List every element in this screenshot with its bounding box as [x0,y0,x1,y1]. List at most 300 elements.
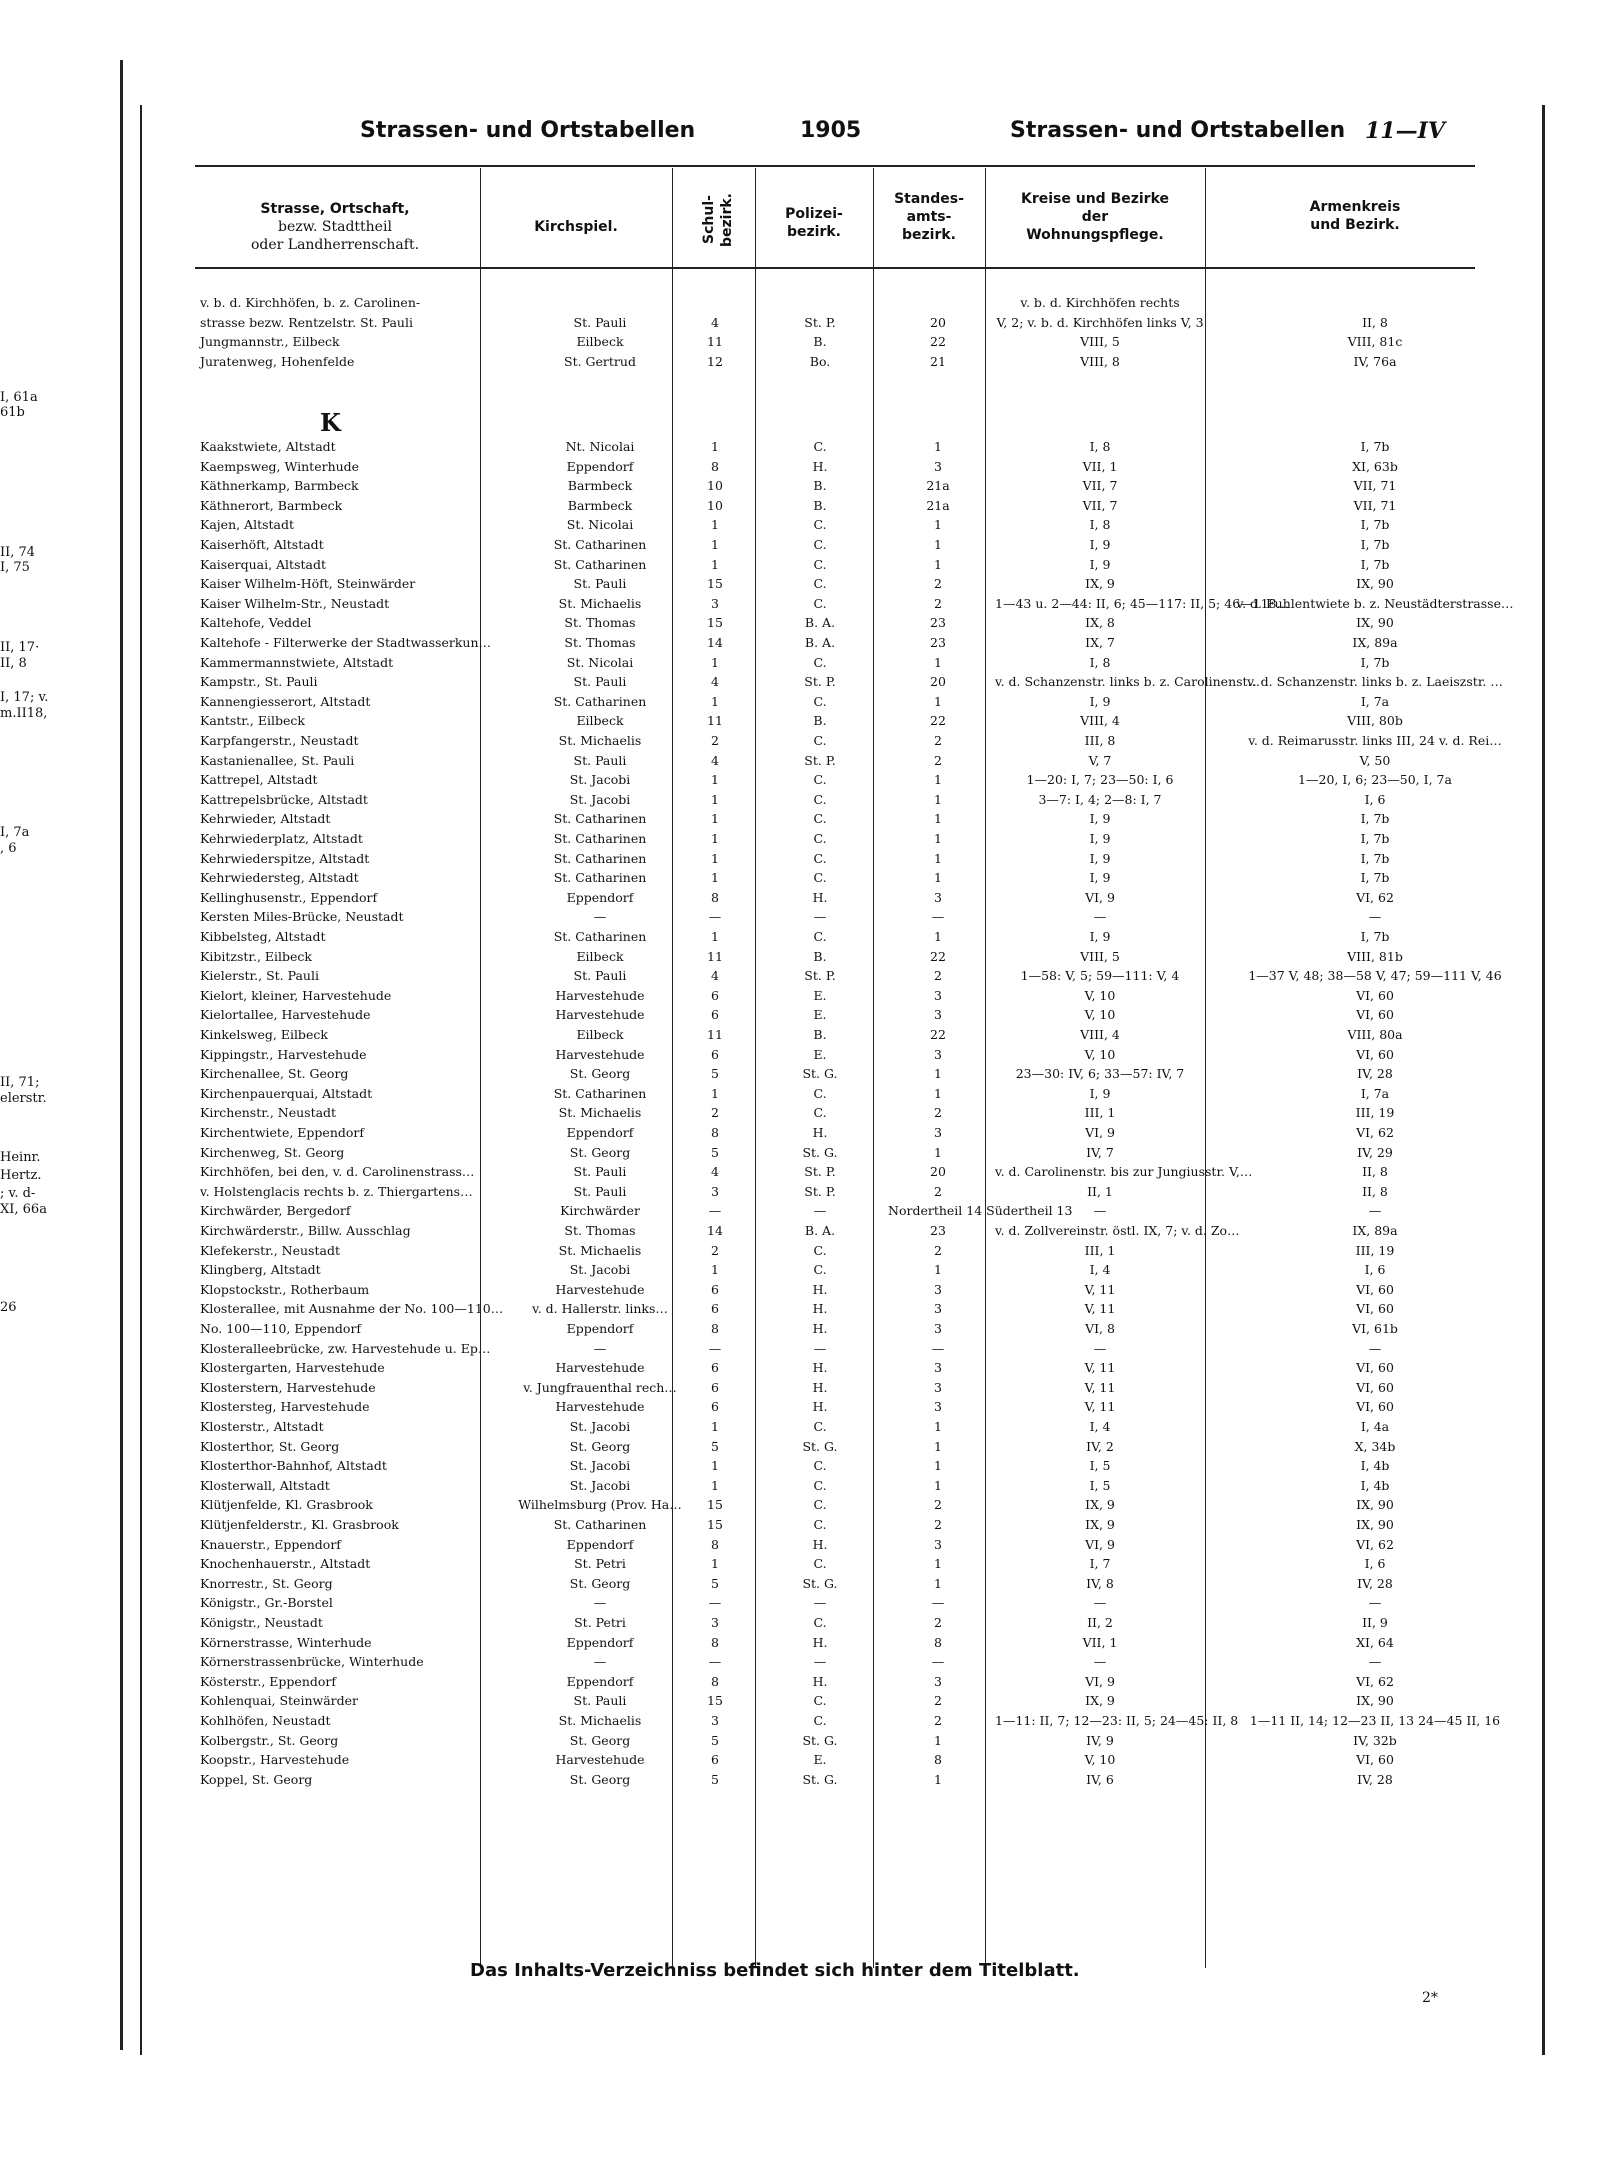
polizeibezirk: St. G. [802,1144,838,1160]
polizeibezirk: C. [813,1262,827,1278]
table-row [0,1224,1600,1238]
table-row [0,479,1600,493]
kirchspiel: St. Nicolai [566,654,634,670]
table-row [0,812,1600,826]
street-name: Kattrepel, Altstadt [200,772,318,788]
armenkreis: IX, 89a [1352,635,1398,650]
left-page-fragment: 61b [0,405,25,420]
wohnungspflege: V, 10 [1084,1007,1116,1023]
armenkreis: I, 7a [1360,693,1390,709]
street-name: Klosterwall, Altstadt [200,1477,330,1493]
street-name: Kirchenweg, St. Georg [200,1144,345,1160]
standesamt: 3 [934,1007,942,1023]
armenkreis: XI, 64 [1356,1634,1394,1650]
table-row [0,910,1600,924]
street-name: Klopstockstr., Rotherbaum [200,1281,370,1297]
armenkreis: I, 7b [1360,517,1390,533]
standesamt: 23 [930,1223,946,1238]
polizeibezirk: E. [813,1752,827,1768]
street-name: Klosterstr., Altstadt [200,1419,324,1434]
col-head-kirchspiel: Kirchspiel. [534,219,618,235]
polizeibezirk: — [813,1203,827,1219]
armenkreis: X, 34b [1354,1438,1396,1454]
polizeibezirk: C. [813,439,827,454]
table-row [0,1244,1600,1258]
wohnungspflege: V, 11 [1084,1379,1116,1395]
standesamt: 2 [934,1615,942,1630]
kirchspiel: St. Thomas [564,615,636,631]
schulbezirk: 5 [711,1732,719,1748]
standesamt: 1 [934,1771,942,1787]
wohnungspflege: I, 9 [1089,811,1111,827]
kirchspiel: Eppendorf [566,1125,634,1140]
wohnungspflege: III, 1 [1084,1105,1116,1121]
polizeibezirk: H. [812,1301,828,1317]
table-row [0,1087,1600,1101]
col-head-armenkreis [1205,198,1505,234]
street-name: Kirchenallee, St. Georg [200,1066,349,1082]
wohnungspflege: 1—20: I, 7; 23—50: I, 6 [1026,772,1174,788]
street-name: Kaltehofe, Veddel [200,615,312,631]
street-name: Klingberg, Altstadt [200,1262,321,1278]
table-row [0,675,1600,689]
wohnungspflege: VII, 7 [1082,478,1118,494]
wohnungspflege: — [1093,1595,1107,1611]
street-name: Kielortallee, Harvestehude [200,1007,371,1023]
wohnungspflege: V, 11 [1084,1399,1116,1415]
wohnungspflege: IX, 9 [1085,1497,1115,1513]
armenkreis: VI, 62 [1356,889,1394,905]
wohnungspflege: I, 8 [1089,654,1111,670]
armenkreis: VIII, 81c [1347,334,1403,350]
schulbezirk: 3 [711,595,719,611]
armenkreis: VII, 71 [1353,478,1397,494]
schulbezirk: 1 [711,772,719,788]
wohnungspflege: III, 1 [1084,1242,1116,1258]
table-row [0,597,1600,611]
polizeibezirk: H. [812,1536,828,1552]
table-row [0,1146,1600,1160]
table-row [0,1498,1600,1512]
wohnungspflege: 1—58: V, 5; 59—111: V, 4 [1020,968,1180,984]
kirchspiel: Harvestehude [555,1752,645,1768]
armenkreis: II, 8 [1362,1164,1388,1180]
polizeibezirk: C. [813,733,827,748]
street-name: Knochenhauerstr., Altstadt [200,1556,371,1572]
standesamt: 23 [930,635,946,650]
street-name: Klefekerstr., Neustadt [200,1242,340,1258]
table-row [0,1008,1600,1022]
table-row [0,1753,1600,1767]
wohnungspflege: VII, 1 [1082,1634,1118,1650]
street-name: Kammermannstwiete, Altstadt [200,654,394,670]
left-page-fragment: II, 17· [0,640,40,655]
wohnungspflege: I, 8 [1089,439,1111,454]
standesamt: 3 [934,1673,942,1689]
street-name: Koopstr., Harvestehude [200,1752,350,1768]
kirchspiel: — [593,1340,607,1356]
standesamt: 2 [934,1517,942,1532]
wohnungspflege: III, 8 [1084,733,1116,748]
polizeibezirk: C. [813,811,827,827]
street-name: Kielerstr., St. Pauli [200,968,319,984]
col-head-line: Polizei- [785,206,843,222]
standesamt: 1 [934,772,942,788]
page-number: 11—IV [1365,118,1445,144]
polizeibezirk: C. [813,831,827,846]
kirchspiel: St. Georg [569,1144,631,1160]
polizeibezirk: — [813,1340,827,1356]
armenkreis: VI, 60 [1356,1752,1394,1768]
table-row [0,1361,1600,1375]
polizeibezirk: Bo. [809,353,831,369]
left-page-fragment: elerstr. [0,1091,47,1106]
armenkreis: IV, 29 [1357,1144,1393,1160]
polizeibezirk: — [813,909,827,925]
armenkreis: v. d. Schanzenstr. links b. z. Laeiszstr. … [1247,674,1503,690]
polizeibezirk: B. [813,497,827,513]
standesamt: 3 [934,1125,942,1140]
polizeibezirk: E. [813,1046,827,1062]
standesamt: 3 [934,1379,942,1395]
table-row [0,1538,1600,1552]
schulbezirk: 6 [711,987,719,1003]
table-row [0,499,1600,513]
kirchspiel: v. d. Hallerstr. links… [532,1301,668,1317]
armenkreis: I, 7a [1360,1085,1390,1101]
col-head-polizei [755,205,873,241]
kirchspiel: St. Thomas [564,635,636,650]
street-name: Kohlhöfen, Neustadt [200,1713,331,1728]
wohnungspflege: V, 7 [1088,752,1112,768]
table-row [0,1714,1600,1728]
armenkreis: IV, 32b [1353,1732,1397,1748]
street-name: Kehrwiederspitze, Altstadt [200,850,370,866]
kirchspiel: St. Gertrud [564,353,636,369]
armenkreis: v. d. Reimarusstr. links III, 24 v. d. Rei… [1248,733,1502,748]
schulbezirk: 3 [711,1615,719,1630]
kirchspiel: St. Catharinen [553,831,647,846]
street-name: Kaiser Wilhelm-Str., Neustadt [200,595,390,611]
col-head-line: oder Landherrenschaft. [250,237,420,253]
table-row [0,616,1600,630]
col-head-strasse [200,200,470,254]
wohnungspflege: — [1093,1340,1107,1356]
wohnungspflege: IV, 9 [1086,1732,1114,1748]
armenkreis: I, 7b [1360,537,1390,552]
armenkreis: VIII, 80b [1347,713,1403,729]
standesamt: 21a [926,478,950,494]
schulbezirk: 15 [707,1693,723,1709]
street-name: strasse bezw. Rentzelstr. St. Pauli [200,314,413,330]
wohnungspflege: II, 2 [1087,1615,1113,1630]
armenkreis: VI, 60 [1356,1281,1394,1297]
polizeibezirk: C. [813,870,827,886]
armenkreis: VI, 60 [1356,1046,1394,1062]
kirchspiel: St. Petri [574,1615,626,1630]
table-row [0,1381,1600,1395]
standesamt: 3 [934,889,942,905]
polizeibezirk: St. P. [804,1164,836,1180]
standesamt: — [931,1340,945,1356]
kirchspiel: Eppendorf [566,1536,634,1552]
standesamt: 22 [930,948,946,964]
kirchspiel: St. Pauli [573,1693,627,1709]
armenkreis: I, 4a [1360,1419,1390,1434]
armenkreis: VI, 60 [1356,1399,1394,1415]
table-row [0,1440,1600,1454]
schulbezirk: — [708,1340,722,1356]
standesamt: 2 [934,1693,942,1709]
schulbezirk: 3 [711,1713,719,1728]
street-name: Kirchwärderstr., Billw. Ausschlag [200,1223,411,1238]
street-name: Klosterthor, St. Georg [200,1438,340,1454]
wohnungspflege: I, 9 [1089,870,1111,886]
street-name: Kersten Miles-Brücke, Neustadt [200,909,404,925]
standesamt: 1 [934,929,942,944]
table-row [0,1126,1600,1140]
table-row [0,695,1600,709]
table-row [0,852,1600,866]
armenkreis: VI, 62 [1356,1536,1394,1552]
wohnungspflege: IV, 6 [1086,1771,1114,1787]
polizeibezirk: St. P. [804,752,836,768]
table-row [0,832,1600,846]
standesamt: 1 [934,850,942,866]
kirchspiel: Eppendorf [566,1634,634,1650]
schulbezirk: 1 [711,1085,719,1101]
armenkreis: 1—37 V, 48; 38—58 V, 47; 59—111 V, 46 [1248,968,1502,984]
standesamt: 1 [934,1732,942,1748]
table-row [0,1596,1600,1610]
schulbezirk: 14 [707,635,723,650]
schulbezirk: 6 [711,1752,719,1768]
schulbezirk: 6 [711,1046,719,1062]
wohnungspflege: I, 9 [1089,850,1111,866]
wohnungspflege: I, 9 [1089,1085,1111,1101]
left-page-fragment: , 6 [0,841,17,856]
left-page-fragment: II, 71; [0,1075,40,1090]
schulbezirk: 1 [711,791,719,807]
street-name: Körnerstrassenbrücke, Winterhude [200,1654,424,1670]
wohnungspflege: IX, 9 [1085,1693,1115,1709]
kirchspiel: St. Pauli [573,1164,627,1180]
standesamt: 1 [934,1419,942,1434]
standesamt: 3 [934,1046,942,1062]
armenkreis: — [1368,1340,1382,1356]
schulbezirk: 11 [707,334,723,350]
wohnungspflege: I, 9 [1089,537,1111,552]
wohnungspflege: 1—11: II, 7; 12—23: II, 5; 24—45: II, 8 [995,1713,1239,1728]
schulbezirk: 6 [711,1281,719,1297]
schulbezirk: 2 [711,1105,719,1121]
schulbezirk: 8 [711,1673,719,1689]
kirchspiel: St. Pauli [573,314,627,330]
table-row [0,871,1600,885]
polizeibezirk: C. [813,1517,827,1532]
polizeibezirk: B. [813,478,827,494]
kirchspiel: St. Michaelis [558,733,642,748]
table-row [0,1283,1600,1297]
left-page-fragment: I, 75 [0,560,30,575]
schulbezirk: 6 [711,1007,719,1023]
table-row [0,754,1600,768]
polizeibezirk: C. [813,1458,827,1474]
table-row [0,1734,1600,1748]
schulbezirk: 3 [711,1183,719,1199]
schulbezirk: 1 [711,1262,719,1278]
polizeibezirk: H. [812,458,828,474]
standesamt: 3 [934,1281,942,1297]
standesamt: 2 [934,752,942,768]
schulbezirk: 5 [711,1144,719,1160]
schulbezirk: 1 [711,831,719,846]
polizeibezirk: H. [812,1281,828,1297]
table-row [0,1302,1600,1316]
standesamt: — [931,1654,945,1670]
street-name: Kannengiesserort, Altstadt [200,693,371,709]
table-row [0,734,1600,748]
armenkreis: II, 8 [1362,1183,1388,1199]
street-name: Klosteralleebrücke, zw. Harvestehude u. Ep… [200,1340,491,1356]
table-row [0,577,1600,591]
armenkreis: IV, 28 [1357,1066,1393,1082]
kirchspiel: St. Catharinen [553,1517,647,1532]
standesamt: 8 [934,1752,942,1768]
wohnungspflege: I, 4 [1089,1262,1111,1278]
standesamt: 3 [934,1399,942,1415]
polizeibezirk: C. [813,929,827,944]
kirchspiel: St. Georg [569,1575,631,1591]
schulbezirk: 4 [711,752,719,768]
armenkreis: v. d. Fuhlentwiete b. z. Neustädterstrasse… [1236,595,1514,611]
standesamt: 2 [934,733,942,748]
armenkreis: VI, 60 [1356,1301,1394,1317]
standesamt: 22 [930,334,946,350]
standesamt: Nordertheil 14 Südertheil 13 [888,1203,1073,1219]
polizeibezirk: C. [813,791,827,807]
standesamt: 20 [930,1164,946,1180]
standesamt: — [931,909,945,925]
col-head-wohnungspflege [985,190,1205,244]
polizeibezirk: E. [813,987,827,1003]
schulbezirk: 15 [707,1497,723,1513]
table-row [0,1400,1600,1414]
table-row [0,1106,1600,1120]
armenkreis: I, 6 [1364,791,1386,807]
polizeibezirk: C. [813,556,827,572]
kirchspiel: St. Thomas [564,1223,636,1238]
polizeibezirk: C. [813,576,827,592]
table-row [0,656,1600,670]
polizeibezirk: C. [813,517,827,533]
street-name: Kirchenpauerquai, Altstadt [200,1085,373,1101]
standesamt: 3 [934,1301,942,1317]
armenkreis: XI, 63b [1352,458,1398,474]
schulbezirk: 6 [711,1360,719,1376]
schulbezirk: 1 [711,556,719,572]
schulbezirk: 4 [711,1164,719,1180]
armenkreis: VIII, 80a [1347,1027,1403,1042]
wohnungspflege: IX, 7 [1085,635,1115,650]
standesamt: 2 [934,968,942,984]
kirchspiel: St. Catharinen [553,870,647,886]
street-name: Kirchenstr., Neustadt [200,1105,337,1121]
wohnungspflege: V, 11 [1084,1281,1116,1297]
schulbezirk: — [708,1595,722,1611]
standesamt: 1 [934,831,942,846]
standesamt: 3 [934,1321,942,1336]
schulbezirk: 8 [711,1634,719,1650]
wohnungspflege: — [1093,909,1107,925]
wohnungspflege: VII, 7 [1082,497,1118,513]
wohnungspflege: 23—30: IV, 6; 33—57: IV, 7 [1015,1066,1185,1082]
wohnungspflege: I, 9 [1089,929,1111,944]
armenkreis: VI, 60 [1356,1007,1394,1023]
schulbezirk: 1 [711,439,719,454]
table-row [0,1028,1600,1042]
standesamt: 1 [934,791,942,807]
wohnungspflege: I, 9 [1089,556,1111,572]
armenkreis: I, 7b [1360,811,1390,827]
schulbezirk: 8 [711,1536,719,1552]
col-head-line: Strasse, Ortschaft, [260,201,410,217]
polizeibezirk: E. [813,1007,827,1023]
kirchspiel: St. Michaelis [558,595,642,611]
kirchspiel: — [593,1654,607,1670]
kirchspiel: St. Nicolai [566,517,634,533]
table-row [0,1694,1600,1708]
polizeibezirk: H. [812,1634,828,1650]
polizeibezirk: St. G. [802,1771,838,1787]
armenkreis: IX, 90 [1356,576,1394,592]
street-name: Kajen, Altstadt [200,517,295,533]
kirchspiel: St. Jacobi [569,1419,631,1434]
standesamt: 1 [934,537,942,552]
table-row [0,355,1600,369]
wohnungspflege: VIII, 5 [1080,334,1120,350]
street-name: Königstr., Neustadt [200,1615,323,1630]
wohnungspflege: VI, 9 [1085,1673,1115,1689]
street-name: Kielort, kleiner, Harvestehude [200,987,392,1003]
kirchspiel: St. Michaelis [558,1105,642,1121]
armenkreis: VI, 62 [1356,1673,1394,1689]
kirchspiel: Eppendorf [566,458,634,474]
wohnungspflege: V, 10 [1084,1046,1116,1062]
schulbezirk: 5 [711,1771,719,1787]
polizeibezirk: C. [813,1556,827,1572]
kirchspiel: Barmbeck [567,497,633,513]
header-year: 1905 [800,118,862,143]
schulbezirk: 1 [711,870,719,886]
kirchspiel: Harvestehude [555,987,645,1003]
standesamt: 2 [934,1497,942,1513]
polizeibezirk: H. [812,1360,828,1376]
street-name: Jungmannstr., Eilbeck [200,334,340,350]
polizeibezirk: C. [813,1477,827,1493]
col-head-line: bezirk. [787,224,841,240]
armenkreis: I, 7b [1360,929,1390,944]
wohnungspflege: VI, 8 [1085,1321,1115,1336]
schulbezirk: 15 [707,576,723,592]
schulbezirk: 4 [711,968,719,984]
schulbezirk: 5 [711,1066,719,1082]
footer-mark: 2* [1422,1990,1438,2006]
schulbezirk: 1 [711,693,719,709]
armenkreis: IV, 28 [1357,1771,1393,1787]
left-page-fragment: ; v. d- [0,1186,36,1201]
table-row [0,1675,1600,1689]
